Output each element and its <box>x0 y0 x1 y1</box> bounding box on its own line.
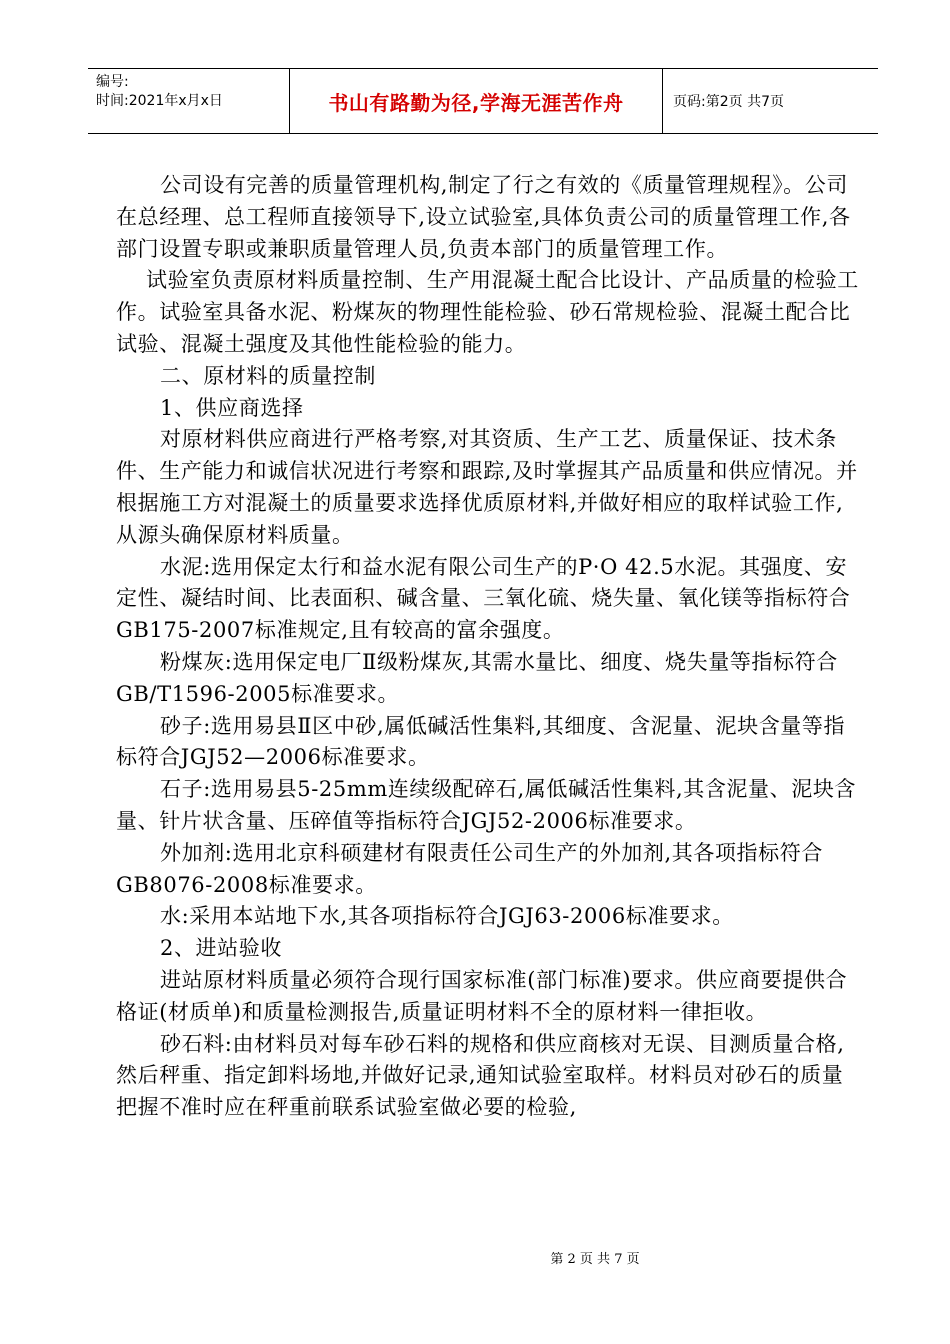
section-heading: 二、原材料的质量控制 <box>160 363 376 388</box>
page-footer: 第 2 页 共 7 页 <box>550 1252 640 1267</box>
paragraph: 砂子:选用易县Ⅱ区中砂,属低碱活性集料,其细度、含泥量、泥块含量等指标符合JGJ52—2006标准要求。 <box>116 713 846 770</box>
paragraph: 试验室负责原材料质量控制、生产用混凝土配合比设计、产品质量的检验工作。试验室具备水泥、粉煤灰的物理性能检验、砂石常规检验、混凝土配合比试验、混凝土强度及其他性能检验的能力。 <box>116 268 859 356</box>
subsection-heading: 1、供应商选择 <box>160 395 304 420</box>
paragraph: 水:采用本站地下水,其各项指标符合JGJ63-2006标准要求。 <box>160 904 734 929</box>
paragraph: 公司设有完善的质量管理机构,制定了行之有效的《质量管理规程》。公司在总经理、总工程师直接领导下,设立试验室,具体负责公司的质量管理工作,各部门设置专职或兼职质量管理人员,负责本部门的质量管理工作。 <box>116 173 851 261</box>
paragraph: 对原材料供应商进行严格考察,对其资质、生产工艺、质量保证、技术条件、生产能力和诚信状况进行考察和跟踪,及时掌握其产品质量和供应情况。并根据施工方对混凝土的质量要求选择优质原材料,并做好相应的取样试验工作,从源头确保原材料质量。 <box>116 427 858 547</box>
page-header <box>88 68 878 134</box>
subsection-heading: 2、进站验收 <box>160 936 282 961</box>
paragraph: 粉煤灰:选用保定电厂Ⅱ级粉煤灰,其需水量比、细度、烧失量等指标符合GB/T1596-2005标准要求。 <box>116 649 838 706</box>
paragraph: 石子:选用易县5-25mm连续级配碎石,属低碱活性集料,其含泥量、泥块含量、针片状含量、压碎值等指标符合JGJ52-2006标准要求。 <box>116 777 857 833</box>
header-meta <box>88 69 290 133</box>
header-page-number: 页码:第2页 共7页 <box>673 94 784 110</box>
paragraph: 进站原材料质量必须符合现行国家标准(部门标准)要求。供应商要提供合格证(材质单)和质量检测报告,质量证明材料不全的原材料一律拒收。 <box>116 967 848 1024</box>
header-motto: 书山有路勤为径,学海无涯苦作舟 <box>290 69 663 133</box>
paragraph: 砂石料:由材料员对每车砂石料的规格和供应商核对无误、目测质量合格,然后秤重、指定卸料场地,并做好记录,通知试验室取样。材料员对砂石的质量把握不准时应在秤重前联系试验室做必要的检验, <box>116 1031 845 1120</box>
paragraph: 外加剂:选用北京科硕建材有限责任公司生产的外加剂,其各项指标符合GB8076-2008标准要求。 <box>116 840 823 897</box>
document-time-label: 时间:2021年x月x日 <box>96 93 223 109</box>
paragraph: 水泥:选用保定太行和益水泥有限公司生产的P·O 42.5水泥。其强度、安定性、凝结时间、比表面积、碱含量、三氧化硫、烧失量、氧化镁等指标符合GB175-2007标准规定,且有较高的富余强度。 <box>116 554 851 643</box>
document-body <box>116 170 860 1124</box>
document-number-label: 编号: <box>96 74 129 90</box>
